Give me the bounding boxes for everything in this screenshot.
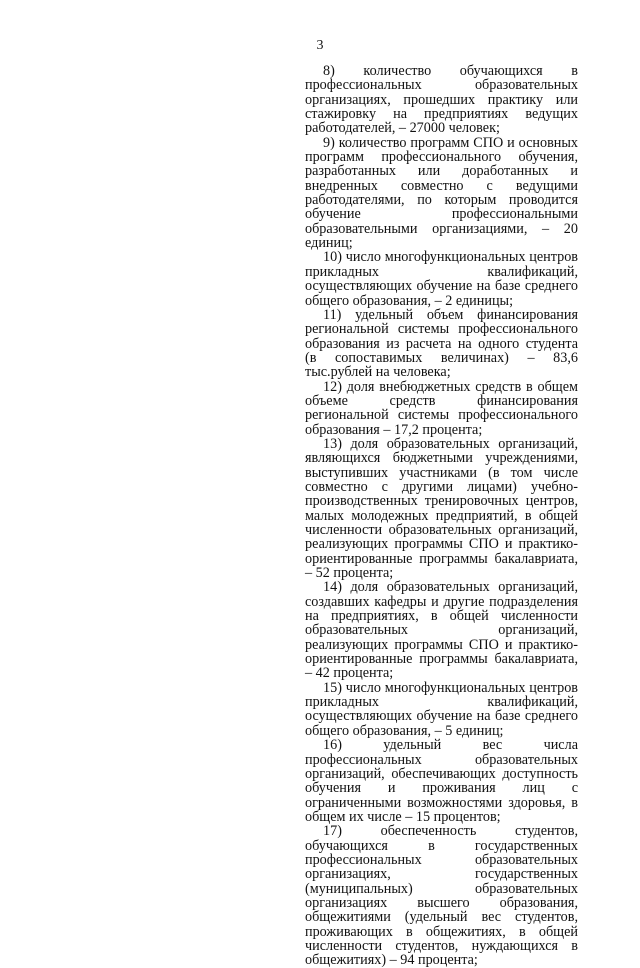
list-item-14: 14) доля образовательных организаций, создавших кафедры и другие подразделения на предприятиях, в общей численности образовательных организаций, реализующих программы СПО и практико-ориентированные программы бакалавриата, – 42 процента; xyxy=(305,579,578,682)
page-number: 3 xyxy=(316,38,324,53)
list-item-15: 15) число многофункциональных центров прикладных квалификаций, осуществляющих обучение на базе среднего общего образования, – 5 единиц; xyxy=(305,679,578,739)
list-item-8: 8) количество обучающихся в профессиональных образовательных организациях, прошедших практику или стажировку на предприятиях ведущих работодателей, – 27000 человек; xyxy=(305,63,578,137)
list-item-11: 11) удельный объем финансирования региональной системы профессионального образования из расчета на одного студента (в сопоставимых величинах) – 83,6 тыс.рублей на человека; xyxy=(305,306,578,381)
list-item-9: 9) количество программ СПО и основных программ профессионального обучения, разработанных или доработанных и внедренных совместно с ведущими работодателями, по которым проводится обучение профессиональными образовательными организациями, – 20 единиц; xyxy=(305,134,578,252)
list-item-16: 16) удельный вес числа профессиональных образовательных организаций, обеспечивающих доступность обучения и проживания лиц с ограниченными возможностями здоровья, в общем их числе – 15 процентов; xyxy=(305,737,578,825)
list-item-13: 13) доля образовательных организаций, являющихся бюджетными учреждениями, выступивших участниками (в том числе совместно с другими лицами) учебно-производственных тренировочных центров, малых молодежных предприятий, в общей численности образовательных организаций, реализующих программы СПО и практико-ориентированные программы бакалавриата, – 52 процента; xyxy=(305,435,578,582)
list-item-12: 12) доля внебюджетных средств в общем объеме средств финансирования региональной системы профессионального образования – 17,2 процента; xyxy=(305,378,578,438)
list-item-17: 17) обеспеченность студентов, обучающихся в государственных профессиональных образовательных организациях, государственных (муниципальных) образовательных организациях высшего образования, общежитиями (удельный вес студентов, проживающих в общежитиях, в общей численности студентов, нуждающихся в общежитиях) – 94 процента; xyxy=(305,823,578,968)
list-item-10: 10) число многофункциональных центров прикладных квалификаций, осуществляющих обучение на базе среднего общего образования, – 2 единицы; xyxy=(305,249,578,309)
document-body xyxy=(305,64,578,968)
